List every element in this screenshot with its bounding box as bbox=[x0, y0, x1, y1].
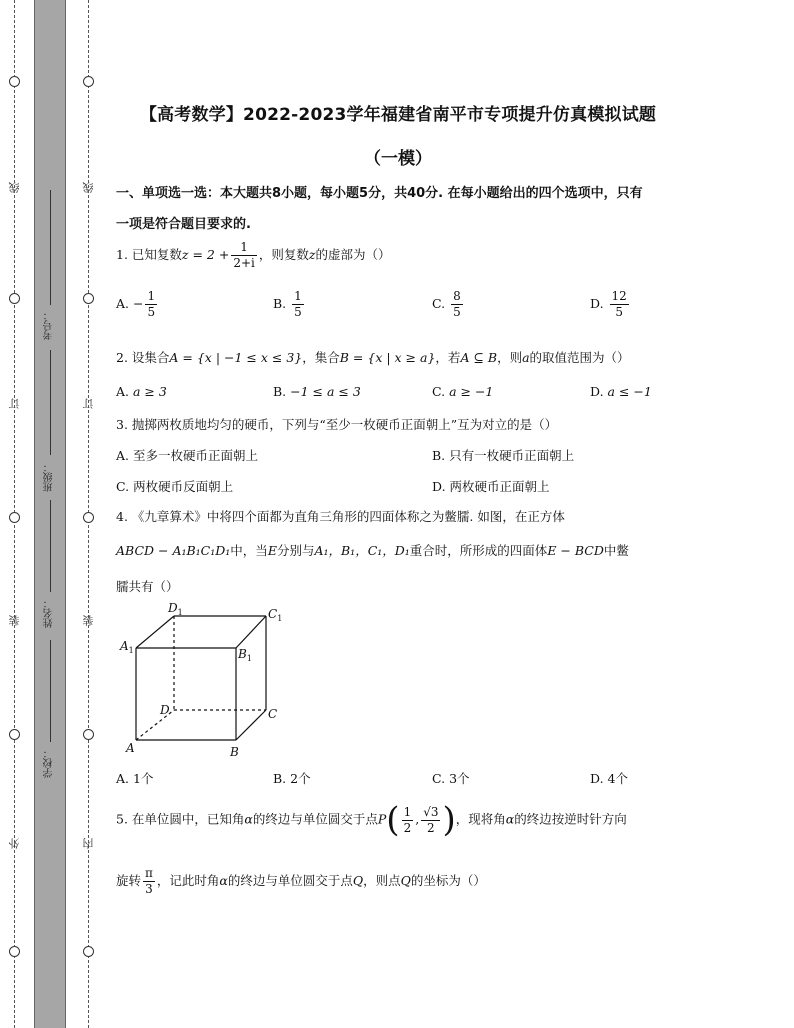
q2-option-d[interactable] bbox=[590, 384, 652, 399]
q5-rotation-frac bbox=[143, 866, 155, 897]
question-4-stem-line3: 臑共有（） bbox=[116, 579, 179, 594]
q1-option-a[interactable] bbox=[116, 289, 159, 320]
q3-option-a[interactable] bbox=[116, 446, 258, 464]
q5-point-q-2: Q bbox=[400, 873, 411, 888]
q5-right-paren: ) bbox=[442, 800, 456, 840]
q4-text-d: 重合时，所形成的四面体 bbox=[409, 543, 548, 558]
q2-condition: A ⊆ B bbox=[460, 350, 498, 365]
field-school: 学校： bbox=[44, 748, 55, 778]
q3-option-b-label: B. bbox=[432, 448, 446, 463]
q4-option-a-text: 1个 bbox=[133, 771, 154, 786]
field-class-line bbox=[50, 350, 51, 455]
q1-option-c-num: 8 bbox=[453, 289, 461, 303]
q1-expr-left: z = 2 + bbox=[181, 247, 230, 262]
q1-option-c-frac bbox=[451, 289, 463, 320]
q5-line2-b: ，记此时角 bbox=[156, 873, 220, 888]
q1-option-b-den: 5 bbox=[294, 305, 302, 319]
binding-hole bbox=[83, 76, 94, 87]
outer-label-wai: 外 bbox=[8, 838, 21, 849]
edge-bc bbox=[236, 710, 266, 740]
q4-option-a-label: A. bbox=[116, 771, 130, 786]
section-heading-cont: 一项是符合题目要求的. bbox=[116, 217, 251, 232]
inner-label-xian: 线 bbox=[82, 182, 95, 193]
q4-points: A₁，B₁，C₁，D₁ bbox=[314, 543, 410, 558]
q3-option-a-label: A. bbox=[116, 448, 130, 463]
label-d: D bbox=[160, 703, 170, 717]
binding-hole bbox=[9, 729, 20, 740]
q4-text-b: 中，当 bbox=[230, 543, 268, 558]
q5-alpha: α bbox=[244, 811, 253, 827]
q4-option-b[interactable] bbox=[273, 769, 311, 787]
q3-option-b[interactable] bbox=[432, 446, 574, 464]
label-d1: $D_1$ bbox=[168, 601, 183, 617]
q1-option-d-num: 12 bbox=[611, 289, 627, 303]
q5-rot-num: π bbox=[145, 866, 153, 880]
q2-option-a[interactable] bbox=[116, 384, 167, 399]
q4-option-b-label: B. bbox=[273, 771, 287, 786]
q4-option-c[interactable] bbox=[432, 769, 470, 787]
q1-frac-den: 2+i bbox=[233, 256, 255, 270]
q5-line2-d: ，则点 bbox=[363, 873, 401, 888]
q2-option-d-text: a ≤ −1 bbox=[607, 384, 652, 399]
label-b: B bbox=[230, 745, 239, 759]
field-exam-number-line bbox=[50, 190, 51, 305]
q1-option-a-num: 1 bbox=[147, 289, 156, 303]
label-a: A bbox=[126, 741, 135, 755]
q1-prefix: 1. 已知复数 bbox=[116, 247, 182, 262]
inner-label-nei: 内 bbox=[82, 838, 95, 849]
label-c1: $C_1$ bbox=[268, 607, 283, 623]
q4-option-c-label: C. bbox=[432, 771, 446, 786]
q4-option-a[interactable] bbox=[116, 769, 153, 787]
q2-text-e: 的取值范围为（） bbox=[529, 350, 630, 365]
q1-option-b[interactable] bbox=[273, 289, 306, 320]
q3-option-c[interactable] bbox=[116, 477, 233, 495]
q5-text-a: 5. 在单位圆中，已知角 bbox=[116, 811, 245, 827]
q4-point-e: E bbox=[267, 543, 277, 558]
q3-option-d-label: D. bbox=[432, 479, 446, 494]
q5-px-den: 2 bbox=[403, 820, 412, 835]
q4-text-c: 分别与 bbox=[276, 543, 315, 558]
binding-hole bbox=[9, 946, 20, 957]
q4-option-d-text: 4个 bbox=[607, 771, 628, 786]
edge-b1c1 bbox=[236, 616, 266, 648]
q1-var: z bbox=[308, 247, 316, 262]
q4-text-f: 中鳖 bbox=[603, 543, 629, 558]
binding-hole bbox=[83, 946, 94, 957]
q1-fraction bbox=[231, 240, 257, 271]
section-heading: 一、单项选一选：本大题共8小题，每小题5分，共40分. 在每小题给出的四个选项中，只有 bbox=[116, 186, 643, 201]
inner-label-zhuang: 装 bbox=[82, 615, 95, 626]
q5-line2-a: 旋转 bbox=[116, 873, 142, 888]
q5-py-frac bbox=[421, 805, 440, 836]
q5-point-p: P bbox=[377, 811, 387, 827]
q1-option-c-den: 5 bbox=[453, 305, 461, 319]
outer-label-xian: 线 bbox=[8, 182, 21, 193]
question-2-stem bbox=[116, 348, 630, 366]
q5-px-num: 1 bbox=[403, 804, 412, 819]
q1-option-b-num: 1 bbox=[294, 289, 302, 303]
q2-text-a: 2. 设集合 bbox=[116, 350, 170, 365]
q2-text-b: ，集合 bbox=[302, 350, 340, 365]
q3-option-c-text: 两枚硬币反面朝上 bbox=[133, 479, 234, 494]
q4-option-b-text: 2个 bbox=[290, 771, 311, 786]
q3-option-d-text: 两枚硬币正面朝上 bbox=[449, 479, 550, 494]
q5-left-paren: ( bbox=[386, 800, 400, 840]
q3-option-a-text: 至多一枚硬币正面朝上 bbox=[133, 448, 259, 463]
q1-option-d[interactable] bbox=[590, 289, 631, 320]
page-subtitle: （一模） bbox=[364, 149, 432, 169]
q1-option-a-sign: − bbox=[133, 296, 144, 311]
q2-text-c: ，若 bbox=[435, 350, 461, 365]
q3-option-c-label: C. bbox=[116, 479, 130, 494]
q1-option-a-label: A. bbox=[116, 296, 130, 311]
binding-hole bbox=[9, 293, 20, 304]
q1-option-c[interactable] bbox=[432, 289, 465, 320]
field-class: 班级： bbox=[44, 462, 55, 492]
q2-text-d: ，则 bbox=[497, 350, 523, 365]
q1-option-c-label: C. bbox=[432, 296, 446, 311]
question-4-stem-line2 bbox=[116, 541, 629, 559]
q5-px-frac bbox=[402, 805, 414, 836]
q2-option-b[interactable] bbox=[273, 384, 361, 399]
q1-option-d-frac bbox=[610, 289, 629, 320]
question-1-stem bbox=[116, 240, 390, 271]
q5-text-d: 的终边按逆时针方向 bbox=[514, 811, 627, 827]
cube-figure bbox=[116, 598, 296, 764]
binding-hole bbox=[83, 293, 94, 304]
inner-label-ding: 订 bbox=[82, 398, 95, 409]
q1-option-b-label: B. bbox=[273, 296, 287, 311]
q2-option-d-label: D. bbox=[590, 384, 604, 399]
field-exam-number: 考号： bbox=[44, 310, 55, 340]
q5-rot-den: 3 bbox=[145, 882, 153, 896]
q1-option-a-den: 5 bbox=[147, 305, 156, 319]
question-4-stem: 4. 《九章算术》中将四个面都为直角三角形的四面体称之为鳖臑. 如图，在正方体 bbox=[116, 509, 565, 524]
q1-suffix2: 的虚部为（） bbox=[315, 247, 391, 262]
q4-option-d-label: D. bbox=[590, 771, 604, 786]
q5-alpha-2: α bbox=[505, 811, 515, 827]
label-b1: $B_1$ bbox=[238, 647, 252, 663]
question-3-stem: 3. 抛掷两枚质地均匀的硬币，下列与“至少一枚硬币正面朝上”互为对立的是（） bbox=[116, 417, 558, 432]
label-c: C bbox=[268, 707, 278, 721]
edge-a1d1 bbox=[136, 616, 174, 648]
q5-text-b: 的终边与单位圆交于点 bbox=[252, 811, 378, 827]
q4-option-d[interactable] bbox=[590, 769, 628, 787]
q5-alpha-3: α bbox=[219, 873, 228, 888]
binding-hole bbox=[9, 76, 20, 87]
q2-option-a-label: A. bbox=[116, 384, 130, 399]
q1-option-a-frac bbox=[145, 289, 157, 320]
question-5-stem: 5. 在单位圆中，已知角α的终边与单位圆交于点P( $\frac{1}{2}$ , $\frac{√3}{2}$ )，现将角α的终边按逆时针方向 bbox=[116, 800, 627, 840]
q4-tetrahedron: E − BCD bbox=[547, 543, 604, 558]
binding-hole bbox=[83, 729, 94, 740]
q3-option-b-text: 只有一枚硬币正面朝上 bbox=[449, 448, 575, 463]
page-title: 【高考数学】2022-2023学年福建省南平市专项提升仿真模拟试题 bbox=[139, 105, 657, 125]
q3-option-d[interactable] bbox=[432, 477, 550, 495]
outer-label-ding: 订 bbox=[8, 398, 21, 409]
q1-option-d-den: 5 bbox=[615, 305, 623, 319]
q4-cube-name: ABCD − A₁B₁C₁D₁ bbox=[116, 543, 231, 558]
q2-option-b-label: B. bbox=[273, 384, 287, 399]
q2-option-c-text: a ≥ −1 bbox=[449, 384, 494, 399]
q2-set-b: B = {x | x ≥ a} bbox=[339, 350, 436, 365]
q5-py-num: √3 bbox=[423, 804, 439, 819]
q2-set-a: A = {x | −1 ≤ x ≤ 3} bbox=[169, 350, 303, 365]
q5-line2-e: 的坐标为（） bbox=[410, 873, 486, 888]
q1-suffix: ，则复数 bbox=[258, 247, 309, 262]
binding-hole bbox=[9, 512, 20, 523]
outer-label-zhuang: 装 bbox=[8, 615, 21, 626]
field-name-line bbox=[50, 500, 51, 592]
q2-option-c-label: C. bbox=[432, 384, 446, 399]
q2-var: a bbox=[522, 350, 530, 365]
binding-hole bbox=[83, 512, 94, 523]
label-a1: $A_1$ bbox=[120, 639, 134, 655]
q2-option-b-text: −1 ≤ a ≤ 3 bbox=[290, 384, 361, 399]
question-5-stem-line2 bbox=[116, 866, 486, 897]
q1-option-d-label: D. bbox=[590, 296, 604, 311]
binding-margin bbox=[0, 0, 100, 1028]
q5-point-q: Q bbox=[352, 873, 364, 888]
q1-option-b-frac bbox=[292, 289, 304, 320]
q5-line2-c: 的终边与单位圆交于点 bbox=[227, 873, 353, 888]
field-school-line bbox=[50, 640, 51, 742]
q1-frac-num: 1 bbox=[231, 240, 257, 256]
field-name: 姓名： bbox=[44, 598, 55, 628]
q2-option-a-text: a ≥ 3 bbox=[133, 384, 167, 399]
q5-text-c: ，现将角 bbox=[455, 811, 506, 827]
q5-py-den: 2 bbox=[427, 820, 435, 835]
q2-option-c[interactable] bbox=[432, 384, 493, 399]
q4-option-c-text: 3个 bbox=[449, 771, 470, 786]
